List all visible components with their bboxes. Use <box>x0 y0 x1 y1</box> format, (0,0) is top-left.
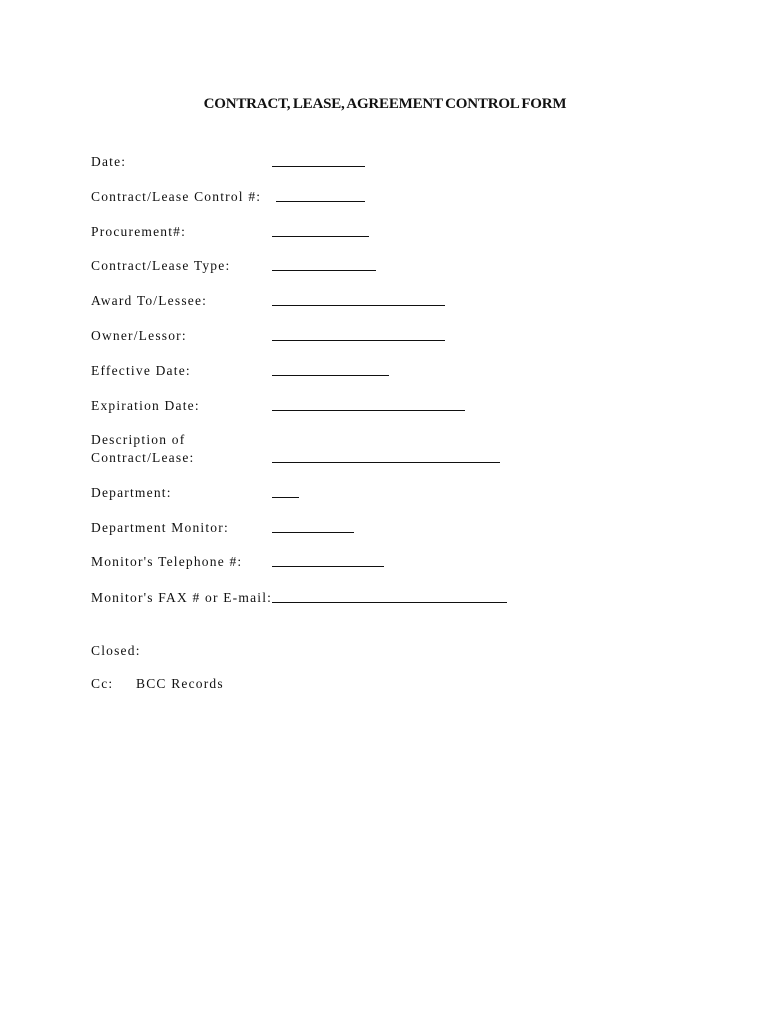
field-department <box>91 484 172 502</box>
field-label: Monitor's FAX # or E-mail: <box>91 590 273 605</box>
department-monitor-blank-line[interactable] <box>272 532 354 533</box>
monitor-fax-email-blank-line[interactable] <box>272 602 507 603</box>
field-description <box>91 431 194 467</box>
field-monitor-telephone <box>91 553 242 571</box>
field-label: Department Monitor: <box>91 520 229 535</box>
field-monitor-fax-email <box>91 589 272 607</box>
control-number-blank-line[interactable] <box>276 201 365 202</box>
cc-value: BCC Records <box>136 676 224 691</box>
owner-blank-line[interactable] <box>272 340 445 341</box>
effective-date-blank-line[interactable] <box>272 375 389 376</box>
field-label: Description of Contract/Lease: <box>91 432 195 465</box>
field-owner <box>91 327 187 345</box>
closed-label <box>91 642 141 660</box>
monitor-telephone-blank-line[interactable] <box>272 566 384 567</box>
procurement-blank-line[interactable] <box>272 236 369 237</box>
field-label: Contract/Lease Type: <box>91 258 231 273</box>
expiration-date-blank-line[interactable] <box>272 410 465 411</box>
field-control-number <box>91 188 261 206</box>
field-procurement <box>91 223 186 241</box>
cc-label: Cc: <box>91 676 114 691</box>
field-label: Monitor's Telephone #: <box>91 554 243 569</box>
field-label: Award To/Lessee: <box>91 293 208 308</box>
page-title: CONTRACT, LEASE, AGREEMENT CONTROL FORM <box>203 96 567 112</box>
field-label: Contract/Lease Control #: <box>91 189 262 204</box>
field-expiration-date <box>91 397 200 415</box>
award-to-blank-line[interactable] <box>272 305 445 306</box>
department-blank-line[interactable] <box>272 497 299 498</box>
field-label: Department: <box>91 485 172 500</box>
field-award-to <box>91 292 207 310</box>
field-contract-type <box>91 257 230 275</box>
contract-type-blank-line[interactable] <box>272 270 376 271</box>
field-date <box>91 153 126 171</box>
field-label: Procurement#: <box>91 224 187 239</box>
closed-text: Closed: <box>91 643 141 658</box>
field-label: Owner/Lessor: <box>91 328 187 343</box>
cc-row <box>91 676 224 692</box>
field-label: Effective Date: <box>91 363 191 378</box>
field-label: Date: <box>91 154 127 169</box>
field-label: Expiration Date: <box>91 398 200 413</box>
field-effective-date <box>91 362 191 380</box>
field-department-monitor <box>91 519 229 537</box>
date-blank-line[interactable] <box>272 166 365 167</box>
description-blank-line[interactable] <box>272 462 500 463</box>
